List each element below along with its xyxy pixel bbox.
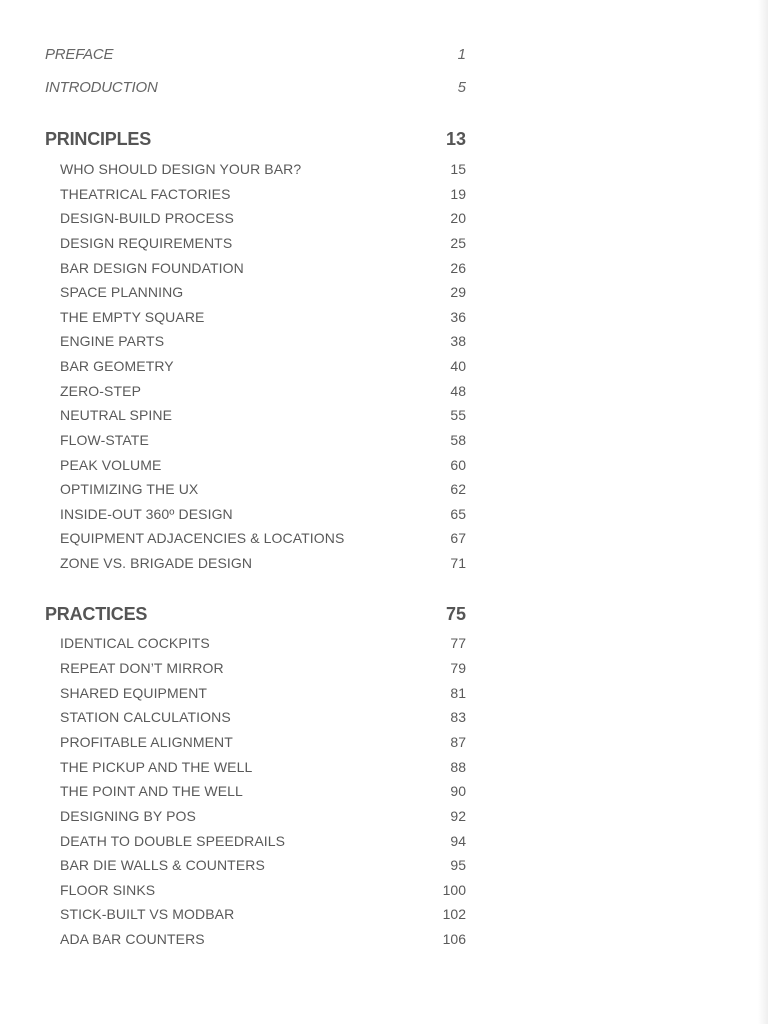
toc-chapter-page: 95 [450, 857, 466, 873]
toc-chapter-title: EQUIPMENT ADJACENCIES & LOCATIONS [60, 530, 345, 546]
toc-chapter[interactable] [0, 857, 768, 881]
toc-entry-title: PREFACE [45, 46, 114, 63]
toc-chapter-title: IDENTICAL COCKPITS [60, 635, 210, 651]
toc-chapter-title: BAR DESIGN FOUNDATION [60, 260, 244, 276]
toc-chapter-page: 58 [450, 432, 466, 448]
toc-part-title: PRINCIPLES [45, 129, 152, 149]
toc-chapter-title: STICK-BUILT VS MODBAR [60, 906, 235, 922]
toc-chapter-page: 25 [450, 235, 466, 251]
toc-chapter[interactable] [0, 309, 768, 333]
toc-chapter[interactable] [0, 383, 768, 407]
toc-chapter-page: 62 [450, 481, 466, 497]
toc-entry-page: 1 [457, 46, 466, 63]
toc-chapter-title: BAR DIE WALLS & COUNTERS [60, 857, 265, 873]
toc-chapter-title: DESIGN REQUIREMENTS [60, 235, 233, 251]
toc-part-practices[interactable] [0, 604, 768, 628]
toc-chapter-page: 60 [450, 457, 466, 473]
toc-part-page: 13 [445, 129, 466, 149]
toc-chapter[interactable] [0, 808, 768, 832]
toc-chapter[interactable] [0, 481, 768, 505]
toc-chapter-title: THE EMPTY SQUARE [60, 309, 205, 325]
toc-chapter[interactable] [0, 333, 768, 357]
toc-entry-title: INTRODUCTION [45, 79, 158, 96]
toc-part-page: 75 [445, 604, 466, 624]
toc-chapter-title: SPACE PLANNING [60, 284, 184, 300]
toc-chapter-page: 15 [450, 161, 466, 177]
toc-chapter-page: 65 [450, 506, 466, 522]
toc-chapter-title: PROFITABLE ALIGNMENT [60, 734, 233, 750]
toc-chapter[interactable] [0, 685, 768, 709]
toc-chapter[interactable] [0, 931, 768, 955]
toc-chapter-title: INSIDE-OUT 360º DESIGN [60, 506, 233, 522]
toc-chapter-title: THE PICKUP AND THE WELL [60, 759, 253, 775]
toc-entry-introduction[interactable] [0, 79, 768, 103]
toc-chapter-page: 100 [442, 882, 466, 898]
toc-chapter-title: REPEAT DON’T MIRROR [60, 660, 224, 676]
toc-chapter[interactable] [0, 783, 768, 807]
toc-chapter-title: DESIGN-BUILD PROCESS [60, 210, 234, 226]
toc-chapter-page: 26 [450, 260, 466, 276]
toc-chapter[interactable] [0, 635, 768, 659]
toc-chapter-title: THE POINT AND THE WELL [60, 783, 243, 799]
toc-chapter-title: DESIGNING BY POS [60, 808, 196, 824]
toc-chapter-title: SHARED EQUIPMENT [60, 685, 208, 701]
toc-part-title: PRACTICES [45, 604, 148, 624]
toc-chapter[interactable] [0, 906, 768, 930]
toc-chapter-page: 79 [450, 660, 466, 676]
toc-chapter-title: THEATRICAL FACTORIES [60, 186, 231, 202]
toc-chapter[interactable] [0, 457, 768, 481]
toc-chapter-title: ZERO-STEP [60, 383, 142, 399]
toc-chapter[interactable] [0, 506, 768, 530]
toc-entry-preface[interactable] [0, 46, 768, 70]
toc-chapter[interactable] [0, 235, 768, 259]
toc-chapter-title: FLOOR SINKS [60, 882, 156, 898]
toc-chapter-title: ADA BAR COUNTERS [60, 931, 205, 947]
toc-chapter[interactable] [0, 161, 768, 185]
toc-chapter-page: 90 [450, 783, 466, 799]
toc-chapter-page: 29 [450, 284, 466, 300]
toc-chapter[interactable] [0, 284, 768, 308]
toc-chapter-page: 67 [450, 530, 466, 546]
toc-chapter-page: 94 [450, 833, 466, 849]
toc-chapter[interactable] [0, 555, 768, 579]
toc-chapter-title: ENGINE PARTS [60, 333, 165, 349]
toc-chapter[interactable] [0, 759, 768, 783]
toc-chapter-page: 20 [450, 210, 466, 226]
toc-chapter-title: OPTIMIZING THE UX [60, 481, 199, 497]
toc-chapter[interactable] [0, 358, 768, 382]
toc-chapter-page: 36 [450, 309, 466, 325]
toc-chapter[interactable] [0, 407, 768, 431]
toc-chapter-title: FLOW-STATE [60, 432, 149, 448]
toc-chapter-page: 48 [450, 383, 466, 399]
toc-chapter[interactable] [0, 186, 768, 210]
toc-chapter-page: 55 [450, 407, 466, 423]
toc-chapter-page: 19 [450, 186, 466, 202]
toc-chapter-title: PEAK VOLUME [60, 457, 162, 473]
toc-chapter-title: ZONE VS. BRIGADE DESIGN [60, 555, 253, 571]
toc-chapter[interactable] [0, 210, 768, 234]
toc-chapter-title: NEUTRAL SPINE [60, 407, 173, 423]
toc-chapter[interactable] [0, 260, 768, 284]
toc-chapter[interactable] [0, 660, 768, 684]
toc-chapter[interactable] [0, 734, 768, 758]
toc-chapter-title: WHO SHOULD DESIGN YOUR BAR? [60, 161, 302, 177]
toc-chapter-page: 102 [442, 906, 466, 922]
toc-chapter[interactable] [0, 709, 768, 733]
toc-chapter-page: 81 [450, 685, 466, 701]
toc-chapter-title: DEATH TO DOUBLE SPEEDRAILS [60, 833, 286, 849]
toc-chapter[interactable] [0, 833, 768, 857]
toc-chapter-page: 88 [450, 759, 466, 775]
toc-chapter-page: 83 [450, 709, 466, 725]
toc-chapter[interactable] [0, 432, 768, 456]
toc-chapter-page: 40 [450, 358, 466, 374]
toc-chapter[interactable] [0, 882, 768, 906]
toc-chapter-page: 38 [450, 333, 466, 349]
toc-chapter-title: STATION CALCULATIONS [60, 709, 231, 725]
toc-chapter-page: 71 [450, 555, 466, 571]
toc-part-principles[interactable] [0, 129, 768, 153]
toc-entry-page: 5 [457, 79, 466, 96]
toc-chapter-page: 106 [442, 931, 466, 947]
toc-chapter-title: BAR GEOMETRY [60, 358, 174, 374]
toc-chapter-page: 87 [450, 734, 466, 750]
toc-chapter-page: 77 [450, 635, 466, 651]
toc-chapter[interactable] [0, 530, 768, 554]
toc-chapter-page: 92 [450, 808, 466, 824]
